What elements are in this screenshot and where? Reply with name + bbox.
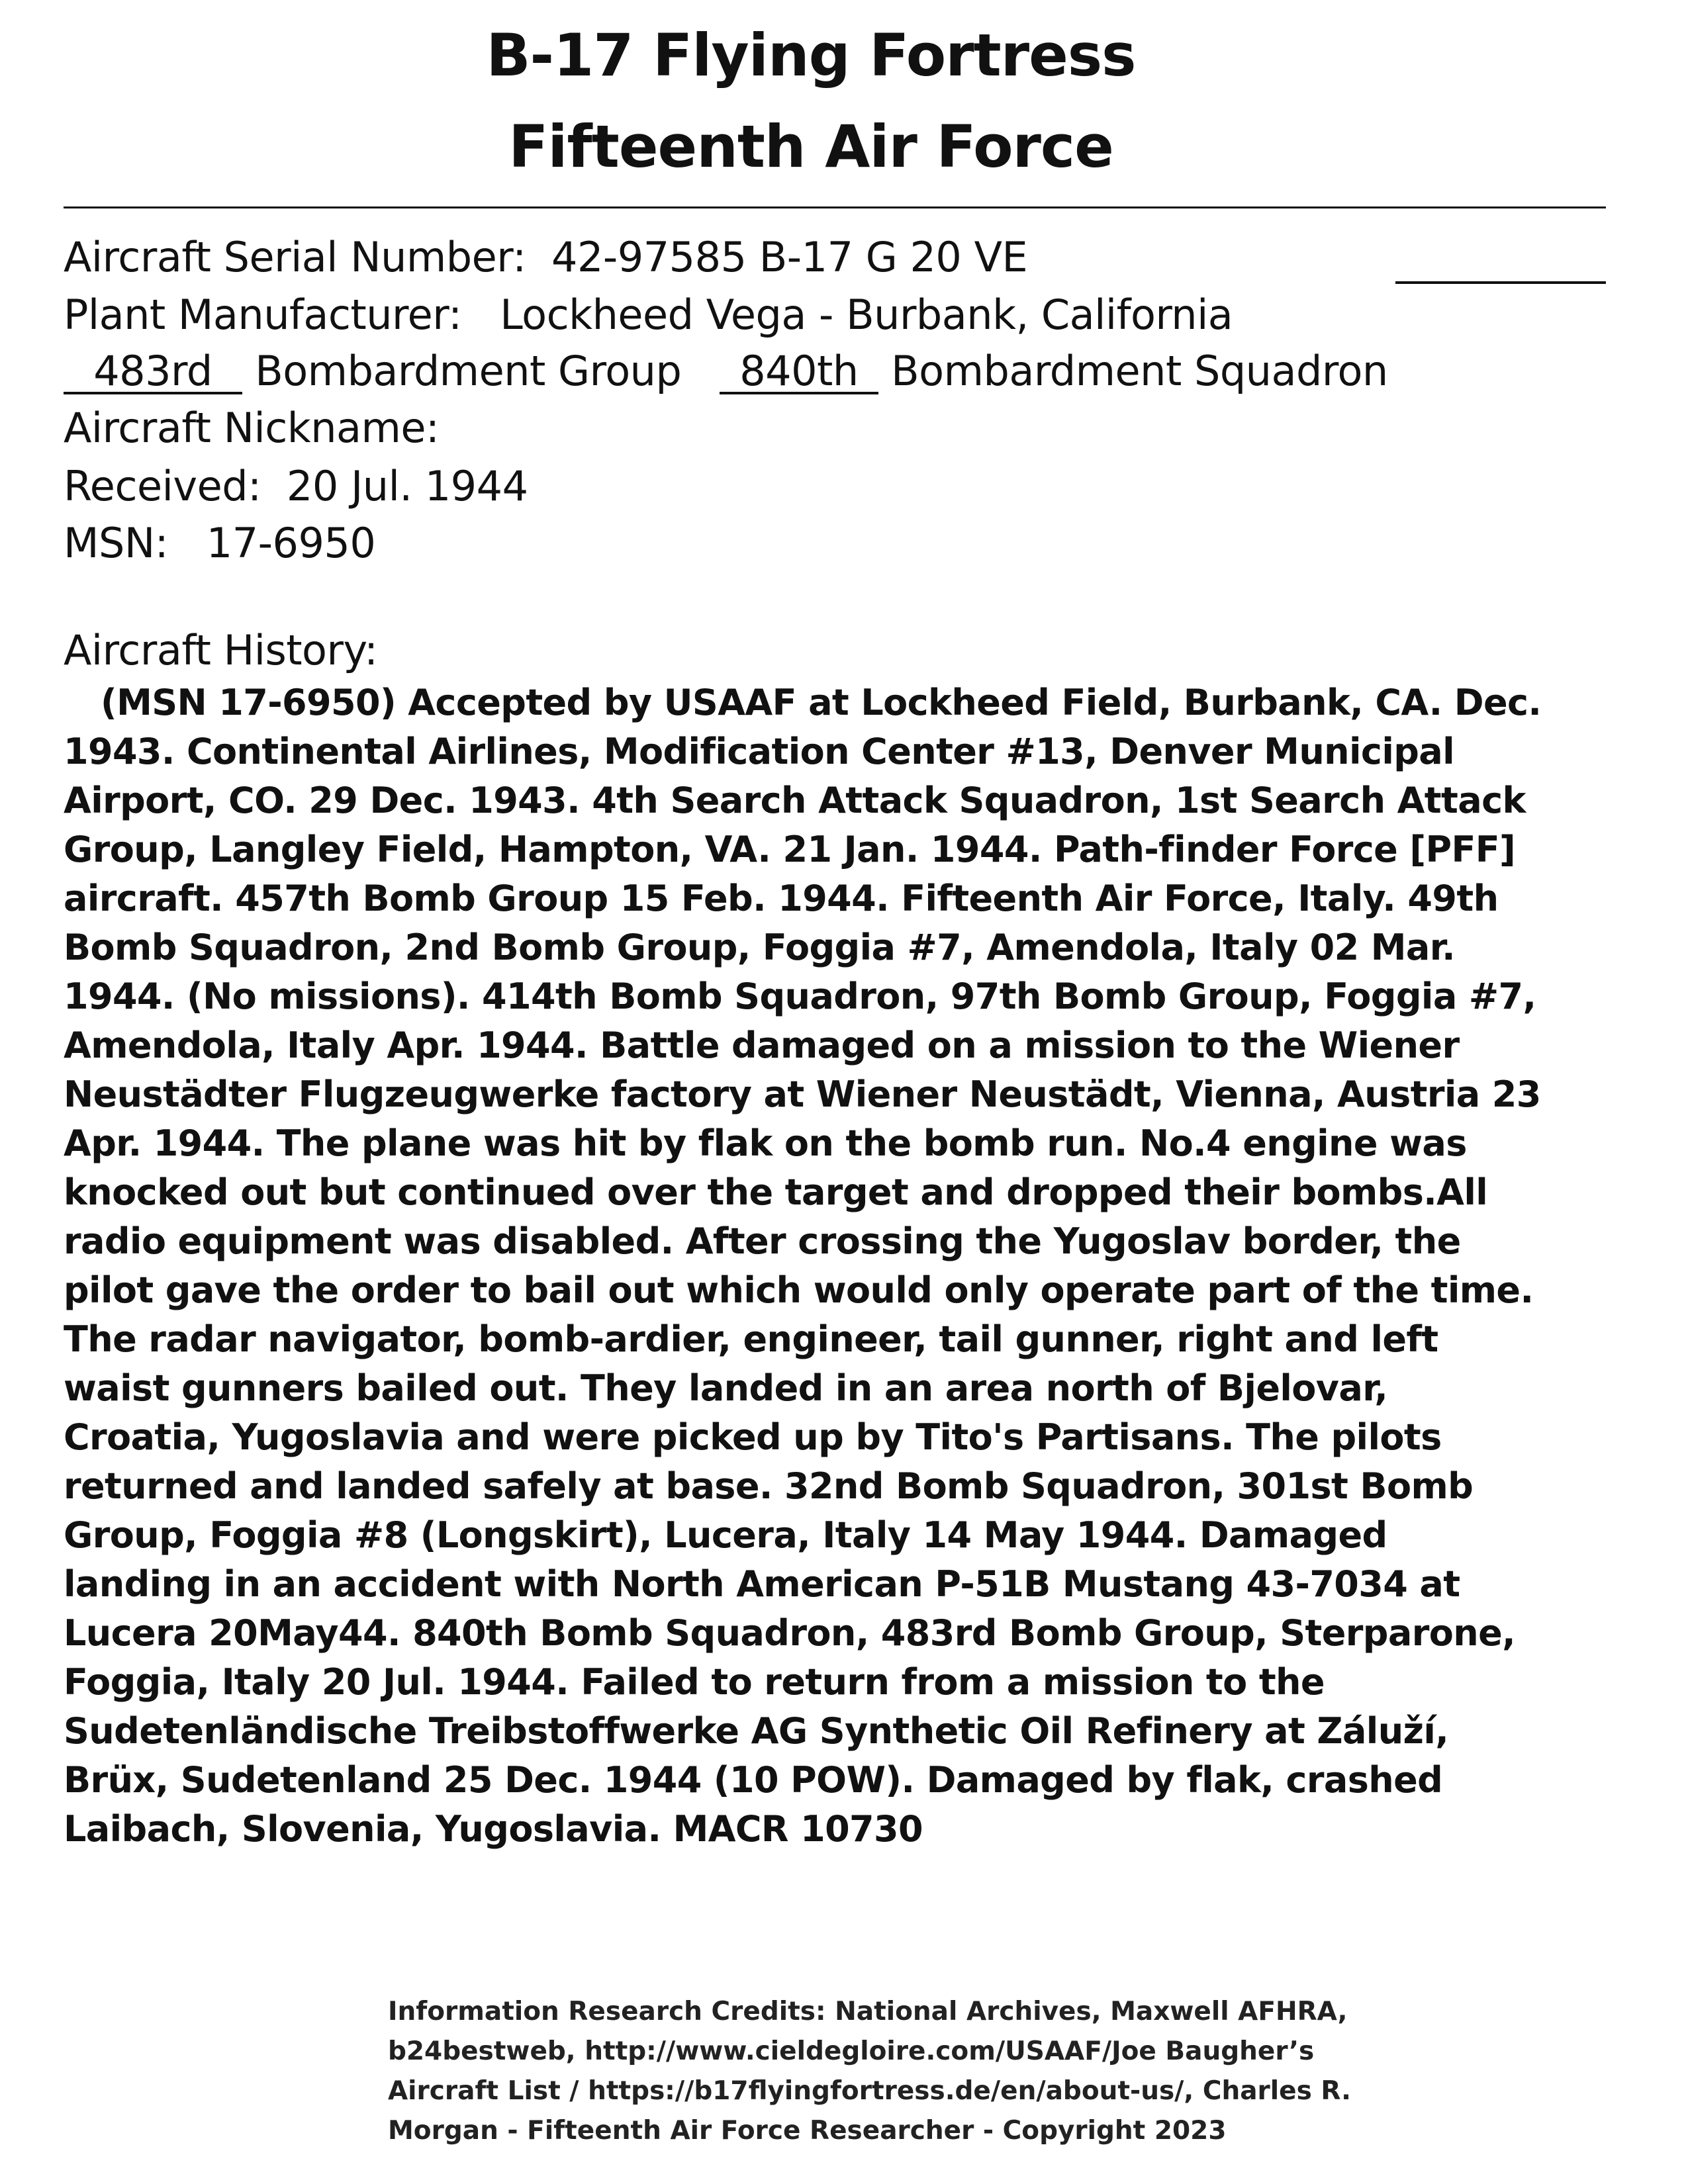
- serial-number-row: [64, 233, 1028, 281]
- nickname-row: [64, 404, 440, 452]
- group-label: Bombardment Group: [255, 347, 682, 395]
- manufacturer-row: [64, 291, 1233, 339]
- nickname-label: Aircraft Nickname:: [64, 404, 440, 452]
- manufacturer-label: Plant Manufacturer:: [64, 291, 462, 339]
- history-text: (MSN 17-6950) Accepted by USAAF at Lockheed Field, Burbank, CA. Dec. 1943. Continental Airlines, Modification Center #13, Denver Municipal Airport, CO. 29 Dec. 1943. 4th Search Attack Squadron, 1st Search Attack Group, Langley Field, Hampton, VA. 21 Jan. 1944. Path-finder Force [PFF] aircraft. 457th Bomb Group 15 Feb. 1944. Fifteenth Air Force, Italy. 49th Bomb Squadron, 2nd Bomb Group, Foggia #7, Amendola, Italy 02 Mar. 1944. (No missions). 414th Bomb Squadron, 97th Bomb Group, Foggia #7, Amendola, Italy Apr. 1944. Battle damaged on a mission to the Wiener Neustädter Flugzeugwerke factory at Wiener Neustädt, Vienna, Austria 23 Apr. 1944. The plane was hit by flak on the bomb run. No.4 engine was knocked out but continued over the target and dropped their bombs.All radio equipment was disabled. After crossing the Yugoslav border, the pilot gave the order to bail out which would only operate part of the time. The radar navigator, bomb-ardier, engineer, tail gunner, right and left waist gunners bailed out. They landed in an area north of Bjelovar, Croatia, Yugoslavia and were picked up by Tito's Partisans. The pilots returned and landed safely at base. 32nd Bomb Squadron, 301st Bomb Group, Foggia #8 (Longskirt), Lucera, Italy 14 May 1944. Damaged landing in an accident with North American P-51B Mustang 43-7034 at Lucera 20May44. 840th Bomb Squadron, 483rd Bomb Group, Sterparone, Foggia, Italy 20 Jul. 1944. Failed to return from a mission to the Sudetenländische Treibstoffwerke AG Synthetic Oil Refinery at Záluží, Brüx, Sudetenland 25 Dec. 1944 (10 POW). Damaged by flak, crashed Laibach, Slovenia, Yugoslavia. MACR 10730: [64, 682, 1542, 1850]
- msn-row: [64, 519, 376, 567]
- serial-blank-line: [1395, 281, 1606, 284]
- received-value: 20 Jul. 1944: [286, 462, 528, 510]
- title-divider: [64, 206, 1606, 208]
- credits-text: Information Research Credits: National Archives, Maxwell AFHRA, b24bestweb, http://www.cieldegloire.com/USAAF/Joe Baugher’s Aircraft List / https://b17flyingfortress.de/en/about-us/, Charles R. Morgan - Fifteenth Air Force Researcher - Copyright 2023: [388, 1997, 1351, 2146]
- serial-number-label: Aircraft Serial Number:: [64, 233, 526, 281]
- received-row: [64, 462, 528, 510]
- msn-label: MSN:: [64, 519, 169, 567]
- serial-number-value: 42-97585 B-17 G 20 VE: [551, 233, 1028, 281]
- history-heading: Aircraft History:: [64, 626, 378, 674]
- history-section: [64, 678, 1546, 1854]
- received-label: Received:: [64, 462, 261, 510]
- page-title-line2: Fifteenth Air Force: [508, 113, 1113, 181]
- credits-section: [388, 1992, 1394, 2151]
- unit-row: [64, 347, 1388, 395]
- group-number: 483rd: [64, 351, 242, 394]
- manufacturer-value: Lockheed Vega - Burbank, California: [500, 291, 1233, 339]
- squadron-number: 840th: [720, 351, 878, 394]
- msn-value: 17-6950: [206, 519, 376, 567]
- squadron-label: Bombardment Squadron: [891, 347, 1388, 395]
- page-title-line1: B-17 Flying Fortress: [486, 21, 1136, 89]
